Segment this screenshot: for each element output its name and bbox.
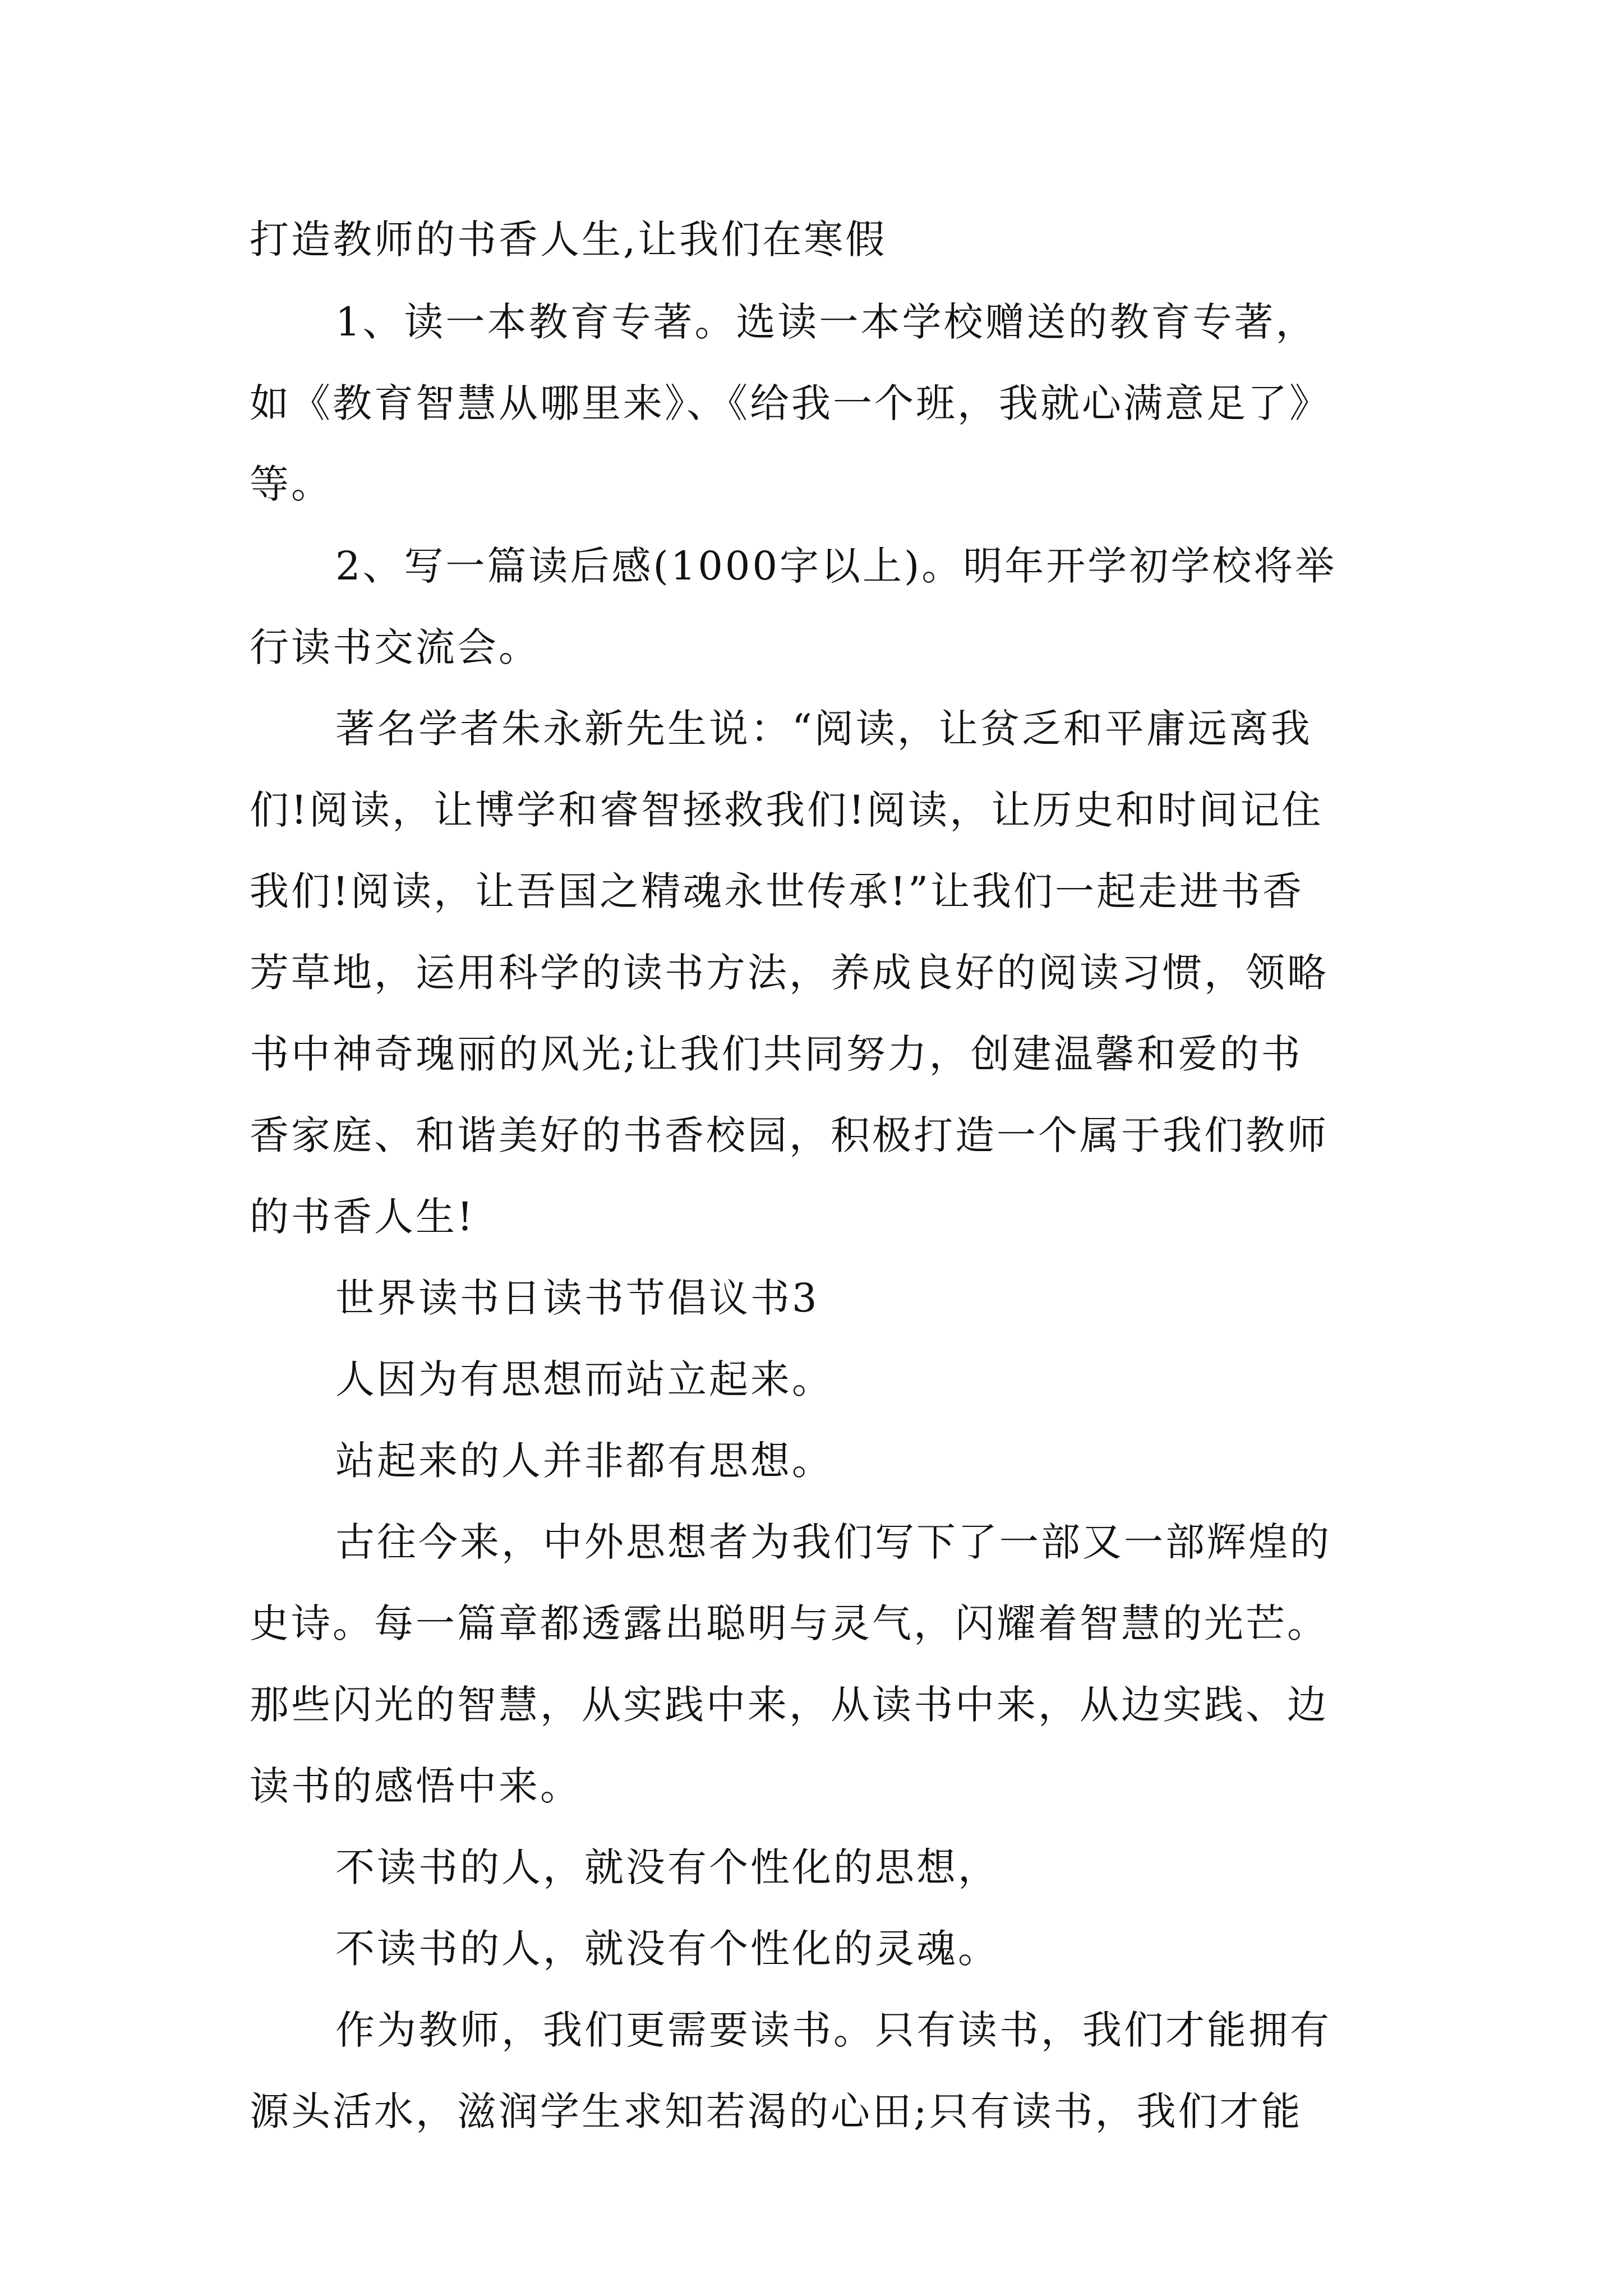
text-line: 不读书的人，就没有个性化的思想， bbox=[335, 1844, 999, 1890]
text-line: 史诗。每一篇章都透露出聪明与灵气，闪耀着智慧的光芒。 bbox=[250, 1600, 1329, 1646]
text-line: 作为教师，我们更需要读书。只有读书，我们才能拥有 bbox=[335, 2007, 1331, 2053]
text-line: 芳草地，运用科学的读书方法，养成良好的阅读习惯，领略 bbox=[250, 950, 1329, 996]
text-line: 等。 bbox=[250, 461, 333, 507]
text-line: 打造教师的书香人生,让我们在寒假 bbox=[250, 217, 887, 263]
text-line: 1、读一本教育专著。选读一本学校赠送的教育专著， bbox=[335, 299, 1317, 345]
text-line: 香家庭、和谐美好的书香校园，积极打造一个属于我们教师 bbox=[250, 1112, 1329, 1158]
text-line: 我们!阅读，让吾国之精魂永世传承!”让我们一起走进书香 bbox=[250, 868, 1304, 914]
text-line: 人因为有思想而站立起来。 bbox=[335, 1356, 833, 1402]
text-line: 行读书交流会。 bbox=[250, 624, 540, 670]
text-line: 如《教育智慧从哪里来》、《给我一个班，我就心满意足了》 bbox=[250, 380, 1331, 426]
text-line: 著名学者朱永新先生说：“阅读，让贫乏和平庸远离我 bbox=[335, 706, 1312, 752]
text-line: 不读书的人，就没有个性化的灵魂。 bbox=[335, 1926, 999, 1972]
text-line: 源头活水，滋润学生求知若渴的心田;只有读书，我们才能 bbox=[250, 2088, 1303, 2134]
text-line: 古往今来，中外思想者为我们写下了一部又一部辉煌的 bbox=[335, 1519, 1331, 1565]
text-line: 2、写一篇读后感(1000字以上)。明年开学初学校将举 bbox=[335, 543, 1337, 589]
text-line: 书中神奇瑰丽的风光;让我们共同努力，创建温馨和爱的书 bbox=[250, 1031, 1303, 1077]
text-line: 站起来的人并非都有思想。 bbox=[335, 1438, 833, 1484]
text-line: 那些闪光的智慧，从实践中来，从读书中来，从边实践、边 bbox=[250, 1682, 1329, 1728]
text-line: 们!阅读，让博学和睿智拯救我们!阅读，让历史和时间记住 bbox=[250, 787, 1324, 833]
text-line: 读书的感悟中来。 bbox=[250, 1763, 582, 1809]
text-line: 世界读书日读书节倡议书3 bbox=[335, 1275, 819, 1321]
text-line: 的书香人生! bbox=[250, 1194, 476, 1240]
